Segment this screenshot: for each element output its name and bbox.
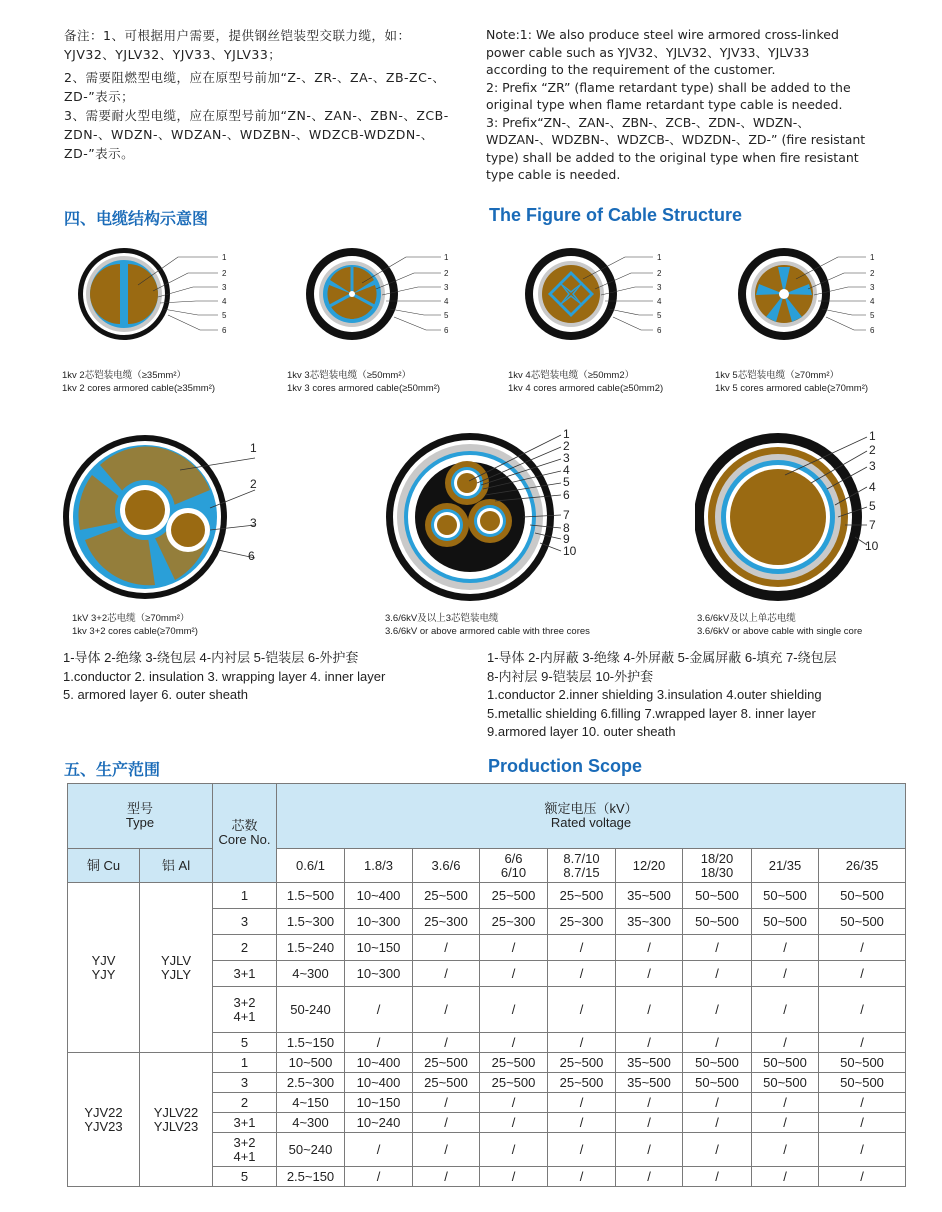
section-range-cell: / [413,1093,480,1113]
fig6-label: 1 [563,427,570,441]
core-count-cell: 2 [213,935,277,961]
fig2-label: 3 [444,283,449,292]
fig6-label: 10 [563,544,577,558]
section-range-cell: 25~500 [548,883,616,909]
fig2-label: 2 [444,269,449,278]
section-range-cell: / [616,1167,683,1187]
section-range-cell: 10~150 [345,1093,413,1113]
copper-model-cell: YJV22 YJV23 [68,1053,140,1187]
section-range-cell: 25~500 [480,1053,548,1073]
section-range-cell: / [345,1133,413,1167]
section-range-cell: / [683,1133,752,1167]
figure-3plus2-core-cable [60,430,270,605]
section-range-cell: 1.5~240 [277,935,345,961]
fig6-label: 2 [563,439,570,453]
section-range-cell: / [752,935,819,961]
section-range-cell: / [548,935,616,961]
core-count-cell: 1 [213,1053,277,1073]
core-header-en: Core No. [218,832,271,847]
core-count-cell: 3+2 4+1 [213,987,277,1033]
figure4-caption [715,369,868,395]
note-en-3: 3: Prefix“ZN-、ZAN-、ZBN-、ZCB-、ZDN-、WDZN-、WDZAN-、WDZBN-、WDZCB-、WDZDN-、ZD-” (fire resistant type) shall be added to the original type when fire resistant type cable is needed. [486,114,866,182]
core-count-cell: 5 [213,1167,277,1187]
fig4-label: 6 [870,326,875,335]
section-range-cell: / [548,1033,616,1053]
core-count-cell: 3 [213,1073,277,1093]
fig5-label: 3 [250,516,257,530]
voltage-header-cn: 额定电压（kV） [544,801,638,816]
section-range-cell: 10~400 [345,883,413,909]
section-range-cell: 25~500 [548,1053,616,1073]
section-range-cell: / [480,1113,548,1133]
figure2-caption-en: 1kv 3 cores armored cable(≥50mm²) [287,383,441,394]
table-row [68,883,906,909]
section-range-cell: 35~500 [616,1073,683,1093]
section-range-cell: / [819,1133,906,1167]
production-scope-table [67,783,906,1187]
section-range-cell: / [819,1093,906,1113]
section-range-cell: / [548,961,616,987]
fig7-label: 7 [869,518,876,532]
fig7-label: 10 [865,539,879,553]
section-range-cell: / [480,1093,548,1113]
section-range-cell: 50~500 [683,909,752,935]
section-range-cell: 10~400 [345,1073,413,1093]
section-range-cell: / [752,1033,819,1053]
fig3-label: 5 [657,311,662,320]
fig6-label: 6 [563,488,570,502]
table-row [68,1053,906,1073]
voltage-level-header: 0.6/1 [277,849,345,883]
section4-title-cn: 四、电缆结构示意图 [64,209,209,228]
section-range-cell: 35~500 [616,883,683,909]
fig2-label: 6 [444,326,449,335]
section-range-cell: / [413,935,480,961]
type-header-cn: 型号 [126,801,153,816]
core-count-cell: 2 [213,1093,277,1113]
section-range-cell: / [413,1033,480,1053]
voltage-level-header: 6/6 6/10 [480,849,548,883]
fig6-label: 9 [563,532,570,546]
figure7-caption-en: 3.6/6kV or above cable with single core [697,626,863,637]
section-range-cell: 4~300 [277,961,345,987]
section-range-cell: / [616,1133,683,1167]
section-range-cell: / [819,1033,906,1053]
fig6-label: 4 [563,463,570,477]
core-header [213,784,277,883]
fig7-label: 3 [869,459,876,473]
voltage-level-header: 12/20 [616,849,683,883]
fig2-label: 5 [444,311,449,320]
section-range-cell: 35~300 [616,909,683,935]
section-range-cell: 50~500 [683,1053,752,1073]
core-count-cell: 1 [213,883,277,909]
fig1-label: 2 [222,269,227,278]
section-range-cell: / [752,1133,819,1167]
figure7-caption-cn: 3.6/6kV及以上单芯电缆 [697,613,796,624]
section-range-cell: / [616,1033,683,1053]
figure3-caption-cn: 1kv 4芯铠装电缆（≥50mm2） [508,370,635,381]
figure1-caption-en: 1kv 2 cores armored cable(≥35mm²) [62,383,216,394]
section-range-cell: / [345,987,413,1033]
figure-2-core-cable [78,245,253,350]
section-range-cell: 4~300 [277,1113,345,1133]
section-range-cell: 50~500 [819,909,906,935]
section-range-cell: / [413,961,480,987]
figure-4-core-cable [525,245,700,350]
section-range-cell: / [480,1033,548,1053]
figure5-caption-cn: 1kV 3+2芯电缆（≥70mm²） [72,613,190,624]
fig4-label: 5 [870,311,875,320]
fig3-label: 2 [657,269,662,278]
section-range-cell: / [683,1033,752,1053]
aluminum-model-cell: YJLV YJLY [140,883,213,1053]
fig1-label: 6 [222,326,227,335]
figure6-caption-en: 3.6/6kV or above armored cable with three cores [385,626,590,637]
section-range-cell: 50~500 [752,883,819,909]
section-range-cell: / [683,1113,752,1133]
section-range-cell: / [819,1113,906,1133]
section-range-cell: 10~150 [345,935,413,961]
section-range-cell: 25~500 [413,1053,480,1073]
legend-right-cn2: 8-内衬层 9-铠装层 10-外护套 [487,668,654,684]
voltage-level-header: 26/35 [819,849,906,883]
fig7-label: 4 [869,480,876,494]
section-range-cell: 25~300 [548,909,616,935]
fig7-label: 1 [869,429,876,443]
section-range-cell: / [752,987,819,1033]
legend-right-cn1: 1-导体 2-内屏蔽 3-绝缘 4-外屏蔽 5-金属屏蔽 6-填充 7-绕包层 [487,650,837,665]
section-range-cell: 50~500 [752,909,819,935]
section-range-cell: 50~500 [752,1053,819,1073]
notes-chinese [64,26,454,163]
legend-left-en2: 5. armored layer 6. outer sheath [63,687,248,702]
section-range-cell: 25~300 [480,909,548,935]
section-range-cell: 4~150 [277,1093,345,1113]
fig3-label: 6 [657,326,662,335]
section-range-cell: 25~500 [413,1073,480,1093]
section-range-cell: / [480,961,548,987]
section-range-cell: 50~500 [683,1073,752,1093]
section-range-cell: 10~300 [345,961,413,987]
figure4-caption-en: 1kv 5 cores armored cable(≥70mm²) [715,383,869,394]
figure7-caption [697,612,862,638]
section-range-cell: 50~240 [277,1133,345,1167]
section-range-cell: / [413,1167,480,1187]
figure1-caption-cn: 1kv 2芯铠装电缆（≥35mm²） [62,370,186,381]
section-range-cell: 50-240 [277,987,345,1033]
fig1-label: 5 [222,311,227,320]
section-range-cell: / [616,961,683,987]
figure2-caption [287,369,440,395]
fig7-label: 5 [869,499,876,513]
section-range-cell: 25~500 [548,1073,616,1093]
copper-model-cell: YJV YJY [68,883,140,1053]
section-range-cell: / [819,1167,906,1187]
core-count-cell: 3 [213,909,277,935]
fig2-label: 1 [444,253,449,262]
section-range-cell: / [683,1093,752,1113]
figure5-caption-en: 1kv 3+2 cores cable(≥70mm²) [72,626,198,637]
section-range-cell: / [616,987,683,1033]
note-cn-2: 2、需要阻燃型电缆，应在原型号前加“Z-、ZR-、ZA-、ZB-ZC-、ZD-”表示； [64,70,446,104]
aluminum-model-cell: YJLV22 YJLV23 [140,1053,213,1187]
section-range-cell: / [345,1033,413,1053]
voltage-level-header: 3.6/6 [413,849,480,883]
section-range-cell: 25~300 [413,909,480,935]
fig2-label: 4 [444,297,449,306]
legend-right-en3: 9.armored layer 10. outer sheath [487,724,676,739]
section-range-cell: / [616,1113,683,1133]
section5-title-cn: 五、生产范围 [64,760,161,779]
section-range-cell: / [683,961,752,987]
section-range-cell: / [345,1167,413,1187]
section-range-cell: 10~240 [345,1113,413,1133]
section-range-cell: / [616,1093,683,1113]
section-range-cell: 2.5~150 [277,1167,345,1187]
figure4-caption-cn: 1kv 5芯铠装电缆（≥70mm²） [715,370,839,381]
section-range-cell: 25~500 [480,1073,548,1093]
fig5-label: 1 [250,441,257,455]
legend-right-en1: 1.conductor 2.inner shielding 3.insulation 4.outer shielding [487,687,822,702]
figure2-caption-cn: 1kv 3芯铠装电缆（≥50mm²） [287,370,411,381]
section-range-cell: / [480,1167,548,1187]
section-range-cell: / [752,1093,819,1113]
legend-high-voltage [487,649,907,742]
section-range-cell: / [616,935,683,961]
type-header [68,784,213,849]
section-range-cell: 25~500 [413,883,480,909]
section-range-cell: / [752,1167,819,1187]
section-range-cell: / [683,1167,752,1187]
note-en-2: 2: Prefix “ZR” (flame retardant type) shall be added to the original type when flame retardant type cable is needed. [486,79,851,112]
legend-low-voltage [63,649,473,705]
figure-3-core-cable [306,245,481,350]
legend-left-en1: 1.conductor 2. insulation 3. wrapping layer 4. inner layer [63,668,386,684]
section-range-cell: 1.5~150 [277,1033,345,1053]
fig4-label: 2 [870,269,875,278]
core-count-cell: 5 [213,1033,277,1053]
section-range-cell: 2.5~300 [277,1073,345,1093]
fig6-label: 3 [563,451,570,465]
section-range-cell: 10~300 [345,909,413,935]
fig6-label: 8 [563,521,570,535]
section-range-cell: 50~500 [819,883,906,909]
type-header-en: Type [125,815,155,830]
section-range-cell: / [548,987,616,1033]
section-range-cell: / [752,961,819,987]
section-range-cell: / [548,1133,616,1167]
figure6-caption [385,612,590,638]
section-range-cell: / [819,935,906,961]
voltage-level-header: 1.8/3 [345,849,413,883]
fig3-label: 1 [657,253,662,262]
section-range-cell: / [548,1167,616,1187]
fig1-label: 1 [222,253,227,262]
note-cn-1: 备注：1、可根据用户需要，提供钢丝铠装型交联力缆，如：YJV32、YJLV32、YJV33、YJLV33； [64,28,411,62]
section-range-cell: / [480,935,548,961]
note-cn-3: 3、需要耐火型电缆，应在原型号前加“ZN-、ZAN-、ZBN-、ZCB-ZDN-、WDZN-、WDZAN-、WDZBN-、WDZCB-WDZDN-、ZD-”表示。 [64,108,449,161]
section-range-cell: 50~500 [752,1073,819,1093]
section-range-cell: / [413,1133,480,1167]
figure6-caption-cn: 3.6/6kV及以上3芯铠装电缆 [385,613,499,624]
figure-3-core-hv-cable [385,425,585,610]
fig1-label: 3 [222,283,227,292]
section-range-cell: 50~500 [819,1073,906,1093]
fig3-label: 3 [657,283,662,292]
section5-title-en: Production Scope [488,756,643,776]
section-range-cell: / [819,987,906,1033]
copper-header: 铜 Cu [68,849,140,883]
fig4-label: 1 [870,253,875,262]
section-range-cell: 1.5~500 [277,883,345,909]
voltage-level-header: 21/35 [752,849,819,883]
figure-single-core-hv-cable [695,425,895,610]
figure5-caption [72,612,198,638]
figure1-caption [62,369,215,395]
figure-5-core-cable [738,245,908,350]
section-range-cell: / [548,1113,616,1133]
fig7-label: 2 [869,443,876,457]
legend-right-en2: 5.metallic shielding 6.filling 7.wrapped layer 8. inner layer [487,705,816,721]
section-range-cell: / [683,935,752,961]
fig5-label: 6 [248,549,255,563]
voltage-header [277,784,906,849]
section-range-cell: / [480,987,548,1033]
section-range-cell: / [752,1113,819,1133]
core-count-cell: 3+1 [213,961,277,987]
fig4-label: 3 [870,283,875,292]
section4-title-en: The Figure of Cable Structure [489,205,743,225]
section-range-cell: 25~500 [480,883,548,909]
core-count-cell: 3+1 [213,1113,277,1133]
core-count-cell: 3+2 4+1 [213,1133,277,1167]
section-range-cell: / [413,1113,480,1133]
section-range-cell: 10~500 [277,1053,345,1073]
section-range-cell: 10~400 [345,1053,413,1073]
section-range-cell: 1.5~300 [277,909,345,935]
core-header-cn: 芯数 [231,818,258,833]
voltage-level-header: 8.7/10 8.7/15 [548,849,616,883]
voltage-header-en: Rated voltage [550,815,632,830]
notes-english [486,26,866,184]
fig6-label: 7 [563,508,570,522]
section-range-cell: / [480,1133,548,1167]
section-range-cell: / [413,987,480,1033]
legend-left-cn: 1-导体 2-绝缘 3-绕包层 4-内衬层 5-铠装层 6-外护套 [63,650,359,665]
note-en-1: Note:1: We also produce steel wire armored cross-linked power cable such as YJV32、YJLV32、YJV33、YJLV33 according to the requirement of the customer. [486,27,839,77]
fig5-label: 2 [250,477,257,491]
aluminum-header: 铝 Al [140,849,213,883]
voltage-level-header: 18/20 18/30 [683,849,752,883]
section-range-cell: / [819,961,906,987]
section-range-cell: / [683,987,752,1033]
section-range-cell: / [548,1093,616,1113]
fig6-label: 5 [563,475,570,489]
section-range-cell: 35~500 [616,1053,683,1073]
section-range-cell: 50~500 [819,1053,906,1073]
figure3-caption [508,369,663,395]
figure3-caption-en: 1kv 4 cores armored cable(≥50mm2) [508,383,664,394]
fig4-label: 4 [870,297,875,306]
section-range-cell: 50~500 [683,883,752,909]
fig1-label: 4 [222,297,227,306]
fig3-label: 4 [657,297,662,306]
